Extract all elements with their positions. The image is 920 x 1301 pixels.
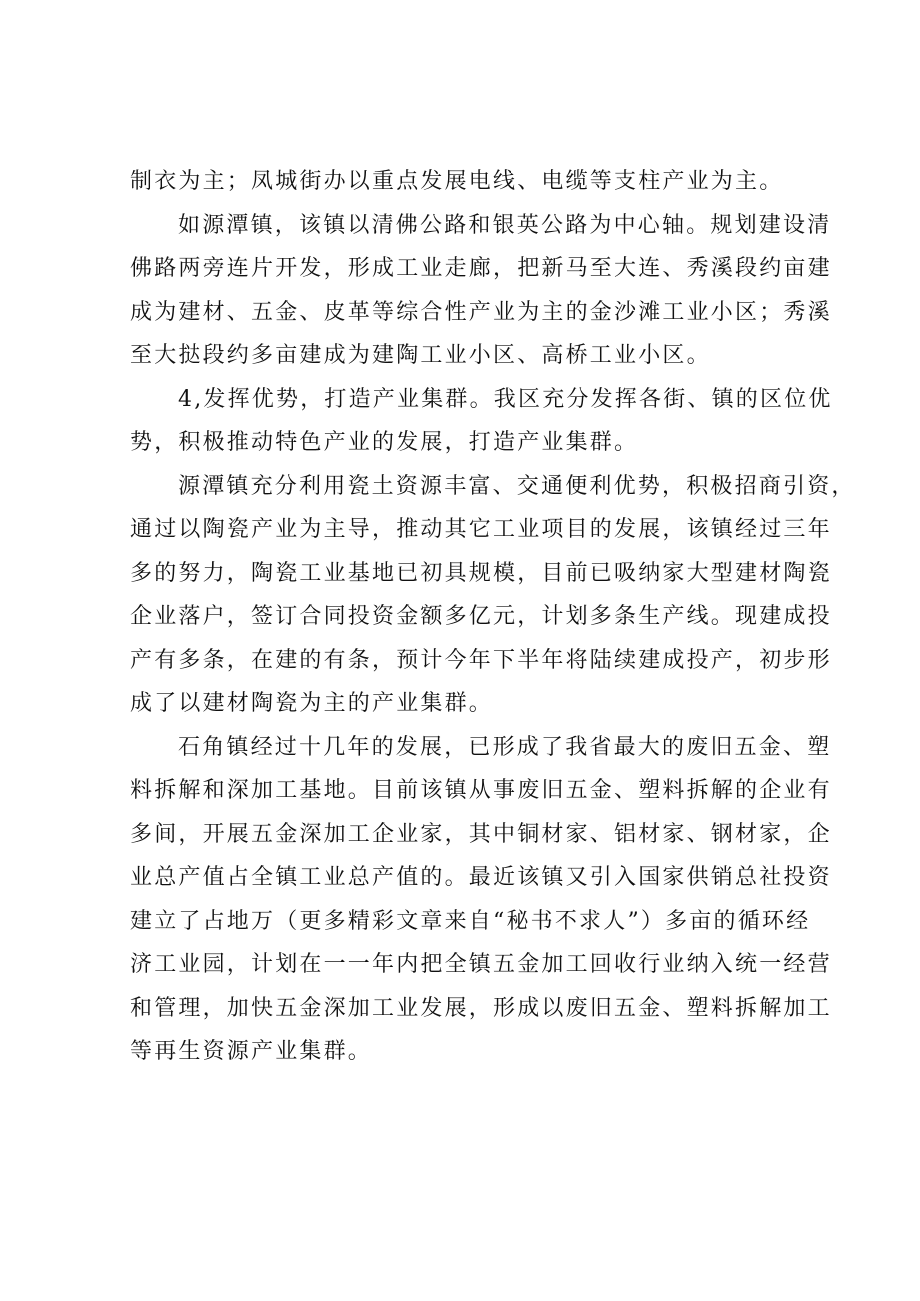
paragraph-1 — [130, 160, 800, 204]
text-line: 势，积极推动特色产业的发展，打造产业集群。 — [130, 430, 639, 455]
text-line: 企业落户，签订合同投资金额多亿元，计划多条生产线。现建成投 — [130, 604, 832, 629]
paragraph-3 — [130, 378, 833, 465]
paragraph-4 — [130, 465, 856, 726]
text-line: 源潭镇充分利用瓷土资源丰富、交通便利优势，积极招商引资， — [178, 473, 856, 499]
text-line: 制衣为主；凤城街办以重点发展电线、电缆等支柱产业为主。 — [130, 169, 784, 194]
text-line: 多间，开展五金深加工企业家，其中铜材家、铝材家、钢材家，企 — [130, 821, 832, 847]
text-line: 和管理，加快五金深加工业发展，形成以废旧五金、塑料拆解加工 — [130, 995, 832, 1021]
text-line: 如源潭镇，该镇以清佛公路和银英公路为中心轴。规划建设清 — [178, 212, 832, 238]
text-line: 至大挞段约多亩建成为建陶工业小区、高桥工业小区。 — [130, 343, 711, 368]
paragraph-5 — [130, 726, 832, 1074]
text-line: 济工业园，计划在一一年内把全镇五金加工回收行业纳入统一经营 — [130, 952, 832, 977]
text-line: 多的努力，陶瓷工业基地已初具规模，目前已吸纳家大型建材陶瓷 — [130, 560, 832, 586]
text-line: 通过以陶瓷产业为主导，推动其它工业项目的发展，该镇经过三年 — [130, 517, 832, 542]
text-line: 成了以建材陶瓷为主的产业集群。 — [130, 691, 494, 716]
text-line: 4,发挥优势，打造产业集群。我区充分发挥各街、镇的区位优 — [178, 386, 833, 412]
text-line: 产有多条，在建的有条，预计今年下半年将陆续建成投产，初步形 — [130, 647, 832, 673]
text-line: 石角镇经过十几年的发展，已形成了我省最大的废旧五金、塑 — [178, 734, 832, 760]
text-line: 建立了占地万（更多精彩文章来自“秘书不求人”）多亩的循环经 — [130, 908, 811, 934]
text-line: 料拆解和深加工基地。目前该镇从事废旧五金、塑料拆解的企业有 — [130, 778, 832, 803]
text-line: 佛路两旁连片开发，形成工业走廊，把新马至大连、秀溪段约亩建 — [130, 256, 832, 281]
text-line: 等再生资源产业集群。 — [130, 1039, 373, 1064]
body-text — [130, 160, 856, 1074]
text-line: 成为建材、五金、皮革等综合性产业为主的金沙滩工业小区；秀溪 — [130, 299, 832, 325]
paragraph-2 — [130, 204, 832, 378]
text-line: 业总产值占全镇工业总产值的。最近该镇又引入国家供销总社投资 — [130, 865, 832, 890]
